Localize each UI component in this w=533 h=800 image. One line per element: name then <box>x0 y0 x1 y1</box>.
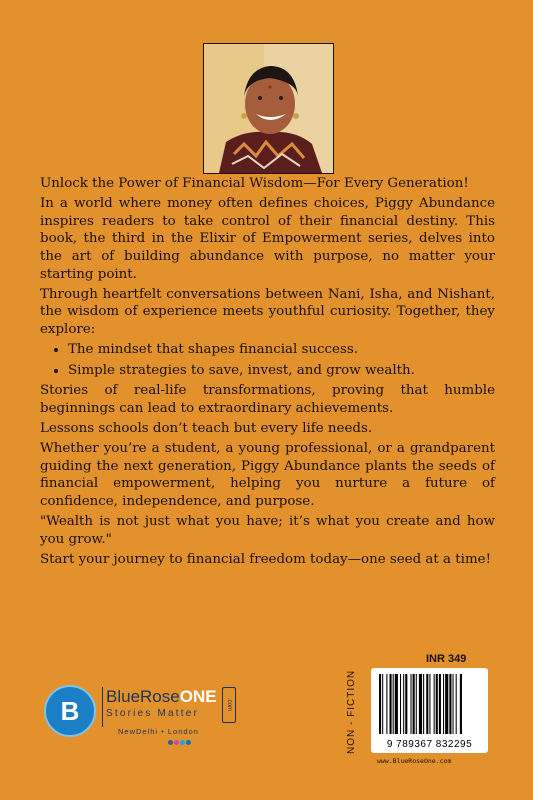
barcode-bar <box>416 674 417 734</box>
blurb-paragraph: In a world where money often defines choices, Piggy Abundance inspires readers to take control of their financial destiny. This book, the third in the Elixir of Empowerment series, delves into the art of building abundance with purpose, no matter your starting point. <box>40 196 495 282</box>
barcode-bar <box>390 674 392 734</box>
barcode-bar <box>423 674 424 734</box>
blurb-paragraph: Whether you’re a student, a young professional, or a grandparent guiding the next generation, Piggy Abundance plants the seeds of financial empowerment, helping you nurture a future of confidence, independence, and purpose. <box>40 441 495 510</box>
blurb-paragraph: Lessons schools don’t teach but every life needs. <box>40 421 373 437</box>
publisher-website: www.BlueRoseOne.com <box>377 757 452 765</box>
blurb-paragraph: Stories of real-life transformations, proving that humble beginnings can lead to extraordinary achievements. <box>40 383 495 416</box>
barcode-bars <box>371 668 488 738</box>
blurb-bullet-list <box>40 341 495 379</box>
barcode-bar <box>439 674 441 734</box>
barcode-bar <box>419 674 422 734</box>
barcode-bar <box>379 674 381 734</box>
barcode-bar <box>405 674 407 734</box>
barcode-bar <box>443 674 444 734</box>
bullet-item: • The mindset that shapes financial success. <box>68 341 495 359</box>
logo-divider <box>102 687 103 727</box>
bullet-item: • Simple strategies to save, invest, and grow wealth. <box>68 362 495 380</box>
barcode-bar <box>434 674 435 734</box>
barcode-bar <box>413 674 415 734</box>
barcode-bar <box>449 674 451 734</box>
barcode-bar <box>456 674 457 734</box>
publisher-brand: BlueRoseONE <box>106 687 217 706</box>
barcode-bar <box>395 674 398 734</box>
isbn-digits: 9 789367 832295 <box>386 739 473 750</box>
publisher-badge: .com <box>222 687 236 723</box>
barcode-bar <box>429 674 430 734</box>
barcode-bar <box>382 674 383 734</box>
publisher-tagline: Stories Matter <box>106 708 200 719</box>
barcode-bar <box>393 674 394 734</box>
barcode-bar <box>411 674 412 734</box>
back-cover-text <box>40 175 495 571</box>
blurb-closing: Start your journey to financial freedom today—one seed at a time! <box>40 552 491 568</box>
barcode-bar <box>386 674 387 734</box>
blurb-headline: Unlock the Power of Financial Wisdom—For Every Generation! <box>40 176 469 191</box>
barcode-bar <box>436 674 438 734</box>
isbn-barcode <box>371 668 488 753</box>
publisher-b-icon: B <box>44 685 96 737</box>
twitter-icon <box>180 740 185 745</box>
blurb-quote: "Wealth is not just what you have; it’s what you create and how you grow." <box>40 514 495 547</box>
barcode-bar <box>400 674 401 734</box>
price-label: INR 349 <box>426 653 467 665</box>
instagram-icon <box>174 740 179 745</box>
barcode-bar <box>445 674 448 734</box>
publisher-cities: NewDelhi • London <box>118 727 199 736</box>
linkedin-icon <box>186 740 191 745</box>
barcode-bar <box>403 674 404 734</box>
publisher-logo <box>44 683 244 753</box>
barcode-bar <box>460 674 462 734</box>
brand-suffix: ONE <box>179 687 217 706</box>
barcode-bar <box>426 674 428 734</box>
social-icons <box>168 740 191 745</box>
blurb-paragraph: Through heartfelt conversations between Nani, Isha, and Nishant, the wisdom of experience meets youthful curiosity. Together, they explore: <box>40 286 495 337</box>
barcode-bar <box>453 674 454 734</box>
facebook-icon <box>168 740 173 745</box>
author-photo <box>203 43 334 174</box>
genre-label: NON - FICTION <box>346 669 357 755</box>
